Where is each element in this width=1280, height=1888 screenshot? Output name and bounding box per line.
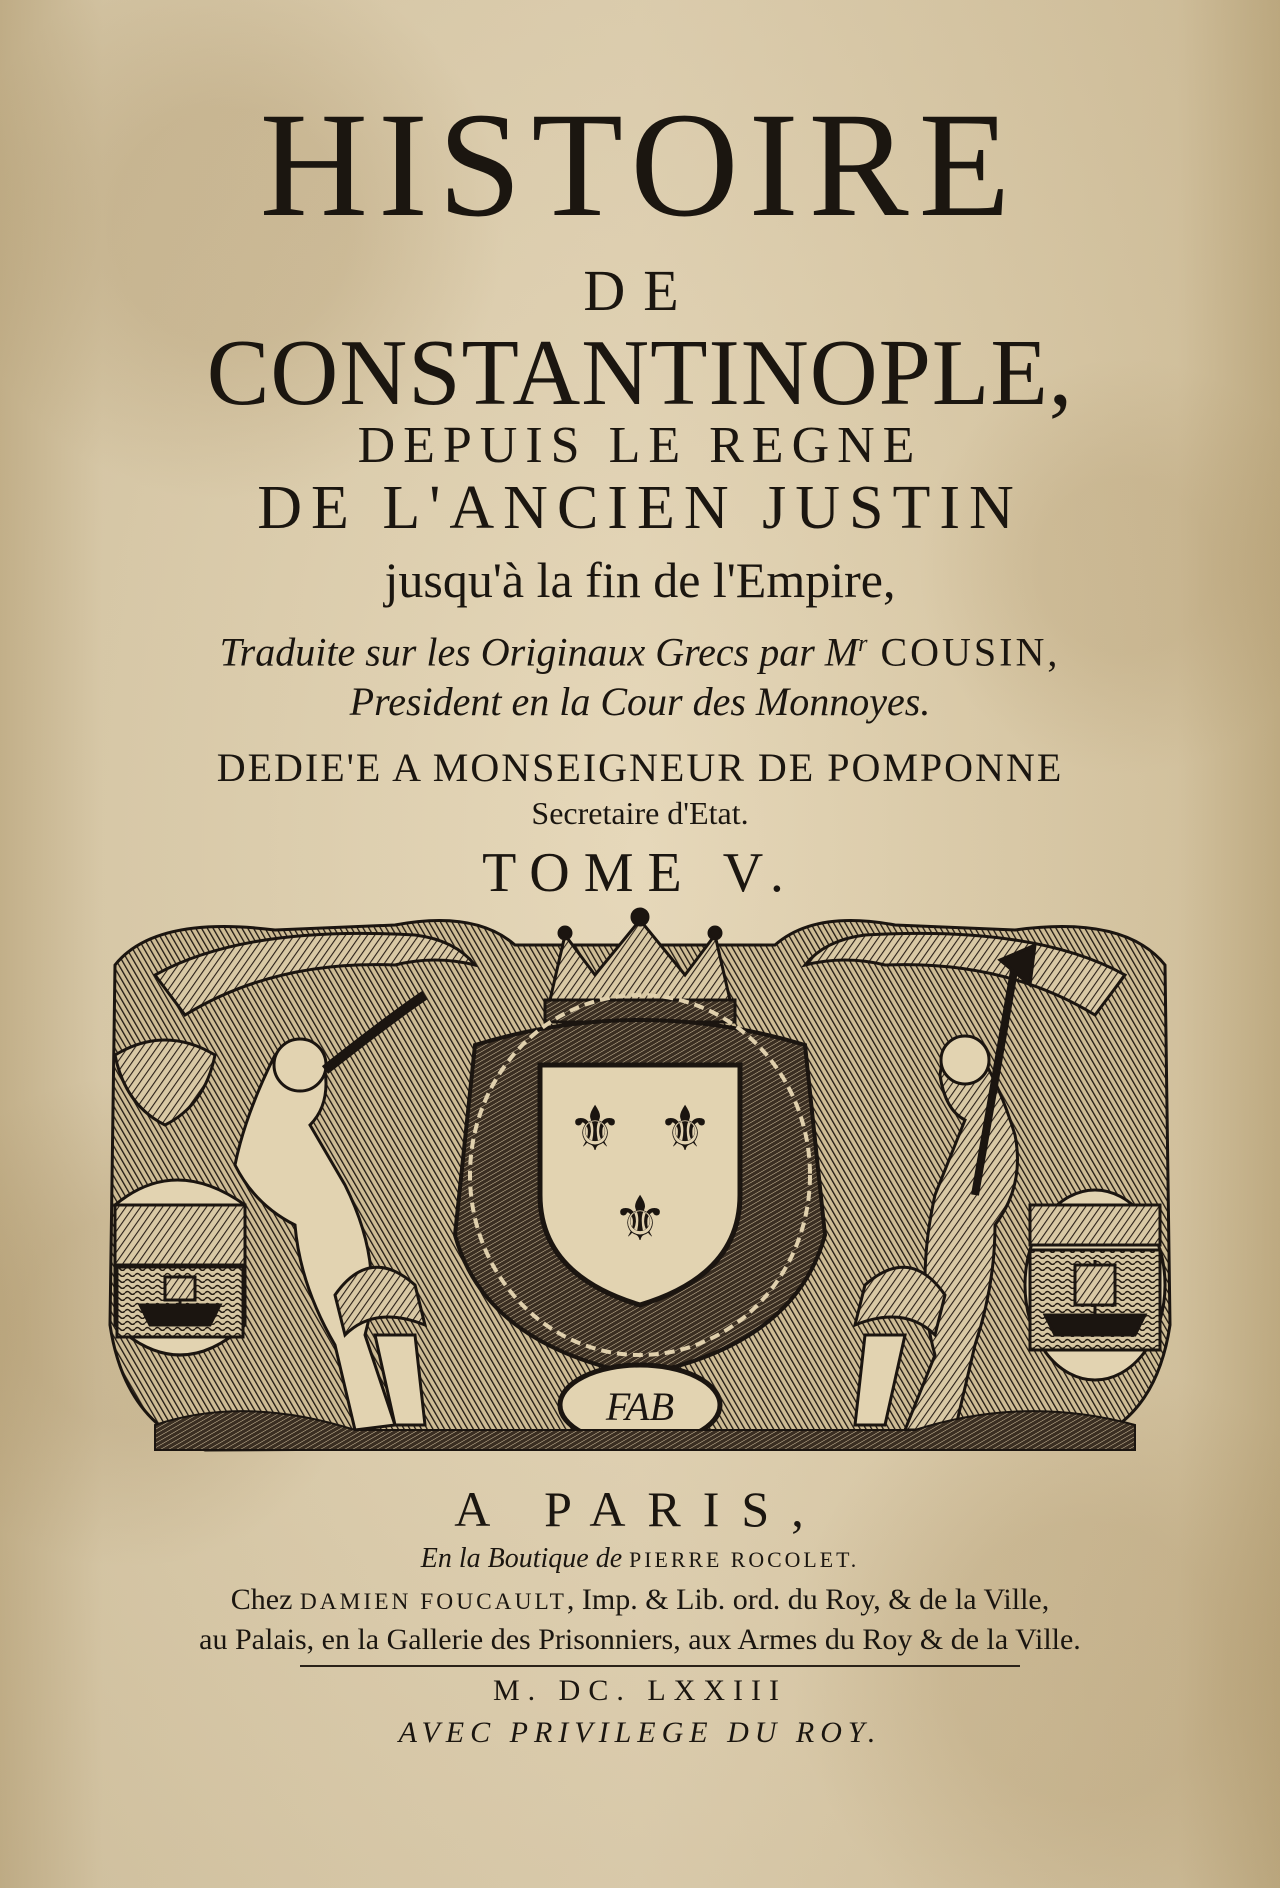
imprint-printer-post: , Imp. & Lib. ord. du Roy, & de la Ville, xyxy=(566,1583,1050,1616)
imprint-printer xyxy=(0,1585,1280,1615)
imprint-address: au Palais, en la Gallerie des Prisonniers, aux Armes du Roy & de la Ville. xyxy=(199,1623,1081,1656)
imprint-boutique-pre: En la Boutique de xyxy=(420,1543,630,1574)
crown xyxy=(545,909,735,1022)
translator-name: COUSIN, xyxy=(867,629,1061,675)
translator-sup: r xyxy=(858,631,868,657)
imprint-rule xyxy=(300,1665,1020,1667)
title-jusqu-a-la-fin: jusqu'à la fin de l'Empire, xyxy=(384,552,896,608)
fleur-de-lis-icon: ⚜ xyxy=(612,1182,668,1255)
title-constantinople: CONSTANTINOPLE, xyxy=(206,321,1074,425)
imprint-date: M. DC. LXXIII xyxy=(493,1674,787,1707)
dedication-line: DEDIE'E A MONSEIGNEUR DE POMPONNE xyxy=(216,745,1064,790)
woodcut-device xyxy=(95,905,1185,1475)
imprint-boutique xyxy=(0,1545,1280,1573)
title-ancien-justin: DE L'ANCIEN JUSTIN xyxy=(257,474,1023,542)
shield-ship-right xyxy=(1025,1190,1165,1380)
fleur-de-lis-icon: ⚜ xyxy=(567,1092,623,1165)
monogram-text: FAB xyxy=(605,1384,675,1429)
imprint-printer-pre: Chez xyxy=(230,1583,300,1616)
shield-ship-left xyxy=(115,1180,245,1355)
fleur-de-lis-icon: ⚜ xyxy=(657,1092,713,1165)
title-histoire: HISTOIRE xyxy=(259,82,1021,248)
volume-number: TOME V. xyxy=(482,842,798,904)
title-de: DE xyxy=(583,258,697,323)
imprint-boutique-name: PIERRE ROCOLET. xyxy=(629,1548,860,1572)
dedication-office: Secretaire d'Etat. xyxy=(531,795,749,831)
imprint-printer-name: DAMIEN FOUCAULT xyxy=(299,1589,567,1615)
imprint-city: A PARIS, xyxy=(454,1481,826,1537)
translator-pre: Traduite sur les Originaux Grecs par M xyxy=(219,629,859,675)
translator-office: President en la Cour des Monnoyes. xyxy=(349,679,931,724)
imprint-privilege: AVEC PRIVILEGE DU ROY. xyxy=(398,1716,882,1749)
title-depuis-le-regne: DEPUIS LE REGNE xyxy=(357,417,923,474)
translator-line xyxy=(0,629,1280,675)
